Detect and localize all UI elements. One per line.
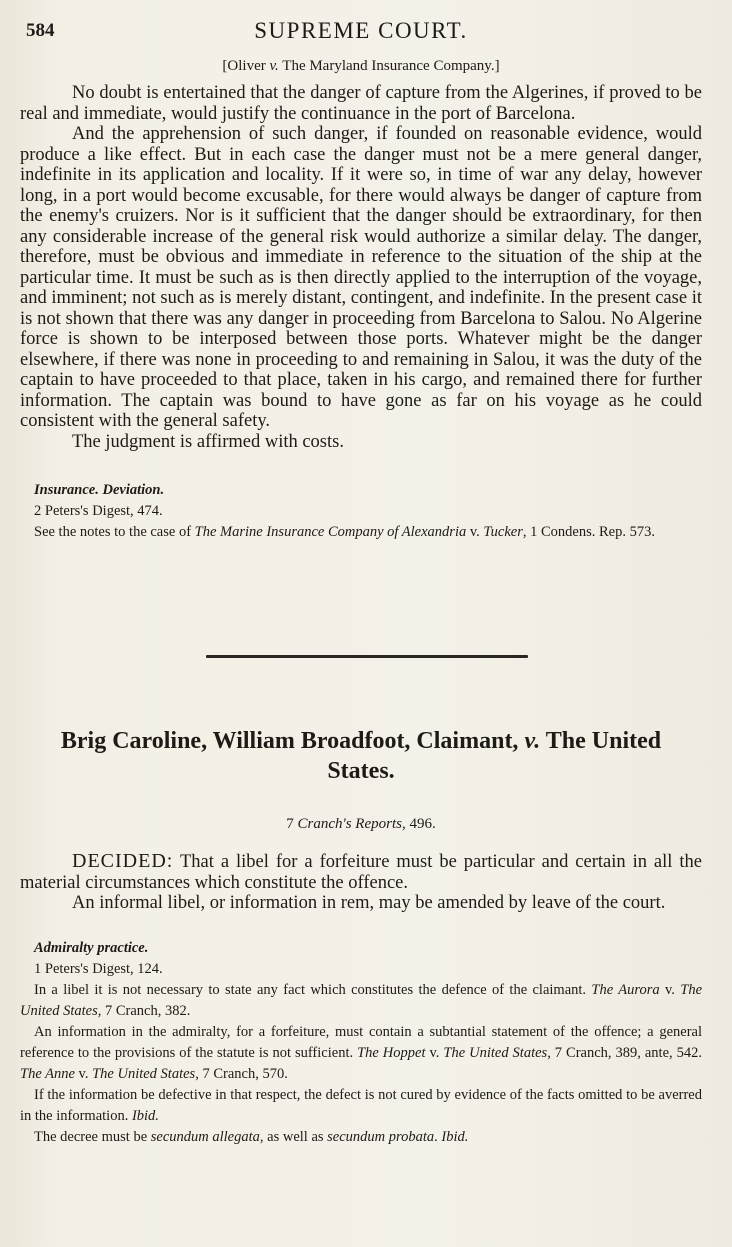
decided-label: DECIDED: [72,850,174,872]
note2-item-2-text: An information in the admiralty, for a forfeiture, must contain a subtantial statement of the offence; a general reference to the provisions of the statute is not sufficient. [20,1023,702,1061]
note2-item-1-case: The Aurora [591,981,660,998]
note-see-post: , 1 Condens. Rep. 573. [522,524,655,540]
note2-item-2-case: The Hoppet [357,1044,426,1061]
running-title: SUPREME COURT. [254,18,468,43]
running-head [20,20,702,50]
note2-item-2-cite2: , 7 Cranch, 570. [195,1065,288,1082]
note2-item-2 [20,1022,702,1085]
note-see-v: v. [466,524,484,540]
case-title-post: The United States. [327,728,662,784]
report-citation [20,816,702,833]
note2-item-3-ibid: Ibid. [131,1107,159,1124]
note2-item-2-party: The United States [443,1044,548,1061]
opinion-paragraph-2: And the apprehension of such danger, if founded on reasonable evidence, would produce a like effect. But in each case the danger must not be a mere general danger, indefinite in its application and locality. If it were so, in time of war any delay, however long, in a port would become excusable, for there would always be danger of capture from the enemy's cruizers. Nor is it sufficient that the danger should be extraordinary, for then any considerable increase of the general risk would authorize a similar delay. The danger, therefore, must be obvious and immediate in reference to the situation of the ship at the particular time. It must be such as is then directly applied to the interruption of the voyage, and imminent; not such as is merely distant, contingent, and indefinite. In the present case it is not shown that there was any danger in proceeding from Barcelona to Salou. No Algerine force is shown to be interposed between those ports. Whatever might be the danger elsewhere, if there was none in proceeding to and remaining in Salou, it was the duty of the captain to have proceeded to that place, taken in his cargo, and remained there for further information. The captain was bound to have gone as far on his voyage as he could consistent with the general safety. [20,124,702,431]
note2-item-4-mid: , as well as [259,1128,328,1145]
case-title-v: v. [524,728,541,754]
note2-item-2-party2: The United States [92,1065,196,1082]
decided-text [20,851,702,914]
case-title-pre: Brig Caroline, William Broadfoot, Claimant, [60,728,525,754]
note2-item-2-cite: , 7 Cranch, 389, ante, 542. [547,1044,702,1061]
note2-item-1-cite: , 7 Cranch, 382. [97,1002,191,1019]
note2-digest: 1 Peters's Digest, 124. [34,960,163,977]
note2-item-4-latin-2: secundum probata [327,1128,435,1145]
decided-paragraph-1 [20,851,702,893]
cite-page: , 496. [401,816,436,832]
note-see-pre: See the notes to the case of [34,524,195,540]
note-see-party: Tucker [483,524,523,540]
note2-item-2-v: v. [425,1044,444,1061]
note2-item-4-sep: . [434,1128,442,1145]
note2-item-3-text: If the information be defective in that respect, the defect is not cured by evidence of the facts omitted to be averred in the information. [20,1086,702,1124]
note2-item-4 [20,1127,702,1148]
cite-number: 7 [286,816,298,832]
note-see-also [20,522,702,543]
case-ref-prefix: [Oliver [222,58,270,74]
decided-paragraph-2: An informal libel, or information in rem, may be amended by leave of the court. [72,893,666,913]
note2-item-1-v: v. [659,981,681,998]
opinion-paragraph-3: The judgment is affirmed with costs. [72,431,344,452]
note-digest: 2 Peters's Digest, 474. [34,503,163,519]
note2-item-2-v2: v. [74,1065,93,1082]
opinion-paragraph-1: No doubt is entertained that the danger of capture from the Algerines, if proved to be real and immediate, would justify the continuance in the port of Barcelona. [20,83,702,124]
note2-item-4-latin-1: secundum allegata [150,1128,260,1145]
case-ref-v: v. [269,58,279,74]
decided-text-1: That a libel for a forfeiture must be particular and certain in all the material circumstances which constitute the offence. [20,852,702,893]
cite-name: Cranch's Reports [297,816,402,832]
case-title [20,726,702,786]
case-reference [20,58,702,75]
note2-item-3 [20,1085,702,1127]
headnote-insurance [20,480,702,543]
note2-item-2-case2: The Anne [20,1065,75,1082]
note2-item-1-text: In a libel it is not necessary to state any fact which constitutes the defence of the claimant. [34,981,592,998]
note-see-case: The Marine Insurance Company of Alexandria [194,524,467,540]
headnote-admiralty [20,938,702,1148]
note2-item-1-party: The United States [20,981,703,1019]
note2-heading: Admiralty practice. [34,939,149,956]
note2-item-4-ibid: Ibid. [441,1128,469,1145]
opinion-text [20,83,702,452]
note2-item-1 [20,980,702,1022]
note-heading: Insurance. Deviation. [34,482,165,498]
page-number: 584 [26,20,55,41]
section-separator-rule [206,655,528,658]
case-ref-suffix: The Maryland Insurance Company.] [278,58,500,74]
note2-item-4-text: The decree must be [34,1128,151,1145]
